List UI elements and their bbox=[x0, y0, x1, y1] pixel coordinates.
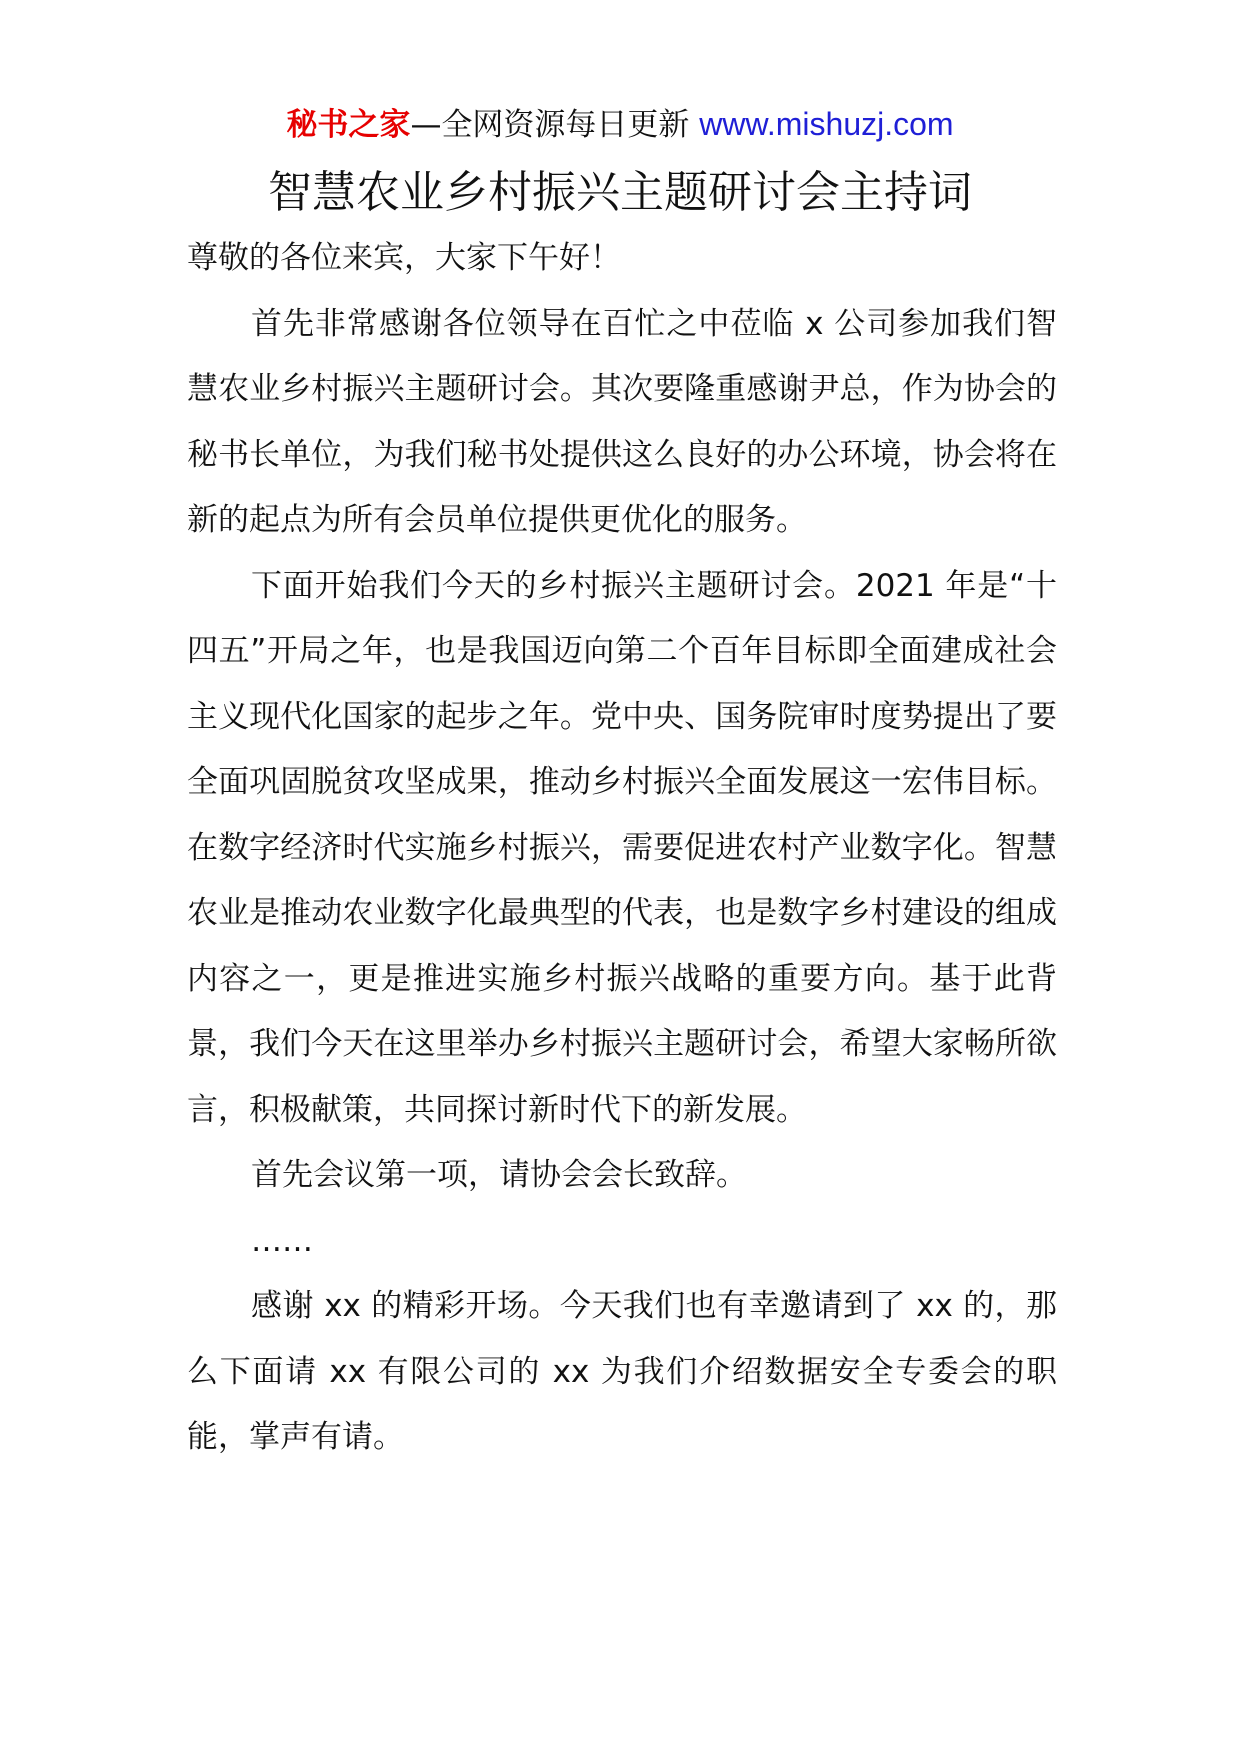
document-body bbox=[187, 226, 1057, 1471]
paragraph-ellipsis: …… bbox=[251, 1222, 313, 1259]
site-header bbox=[0, 100, 1240, 149]
header-tagline: —全网资源每日更新 bbox=[410, 107, 700, 143]
document-title: 智慧农业乡村振兴主题研讨会主持词 bbox=[268, 167, 972, 218]
site-url-link[interactable]: www.mishuzj.com bbox=[699, 106, 954, 142]
paragraph-agenda-item: 首先会议第一项，请协会会长致辞。 bbox=[251, 1157, 747, 1193]
brand-name: 秘书之家 bbox=[286, 107, 411, 143]
paragraph-next-speaker: 感谢 xx 的精彩开场。今天我们也有幸邀请到了 xx 的，那么下面请 xx 有限公司的 xx 为我们介绍数据安全专委会的职能，掌声有请。 bbox=[187, 1288, 1057, 1455]
greeting: 尊敬的各位来宾，大家下午好！ bbox=[187, 240, 621, 276]
paragraph-introduction: 下面开始我们今天的乡村振兴主题研讨会。2021 年是“十四五”开局之年，也是我国迈向第二个百年目标即全面建成社会主义现代化国家的起步之年。党中央、国务院审时度势提出了要全面巩固脱贫攻坚成果，推动乡村振兴全面发展这一宏伟目标。在数字经济时代实施乡村振兴，需要促进农村产业数字化。智慧农业是推动农业数字化最典型的代表，也是数字乡村建设的组成内容之一，更是推进实施乡村振兴战略的重要方向。基于此背景，我们今天在这里举办乡村振兴主题研讨会，希望大家畅所欲言，积极献策，共同探讨新时代下的新发展。 bbox=[187, 567, 1057, 1128]
paragraph-thanks: 首先非常感谢各位领导在百忙之中莅临 x 公司参加我们智慧农业乡村振兴主题研讨会。其次要隆重感谢尹总，作为协会的秘书长单位，为我们秘书处提供这么良好的办公环境，协会将在新的起点为所有会员单位提供更优化的服务。 bbox=[187, 305, 1057, 538]
